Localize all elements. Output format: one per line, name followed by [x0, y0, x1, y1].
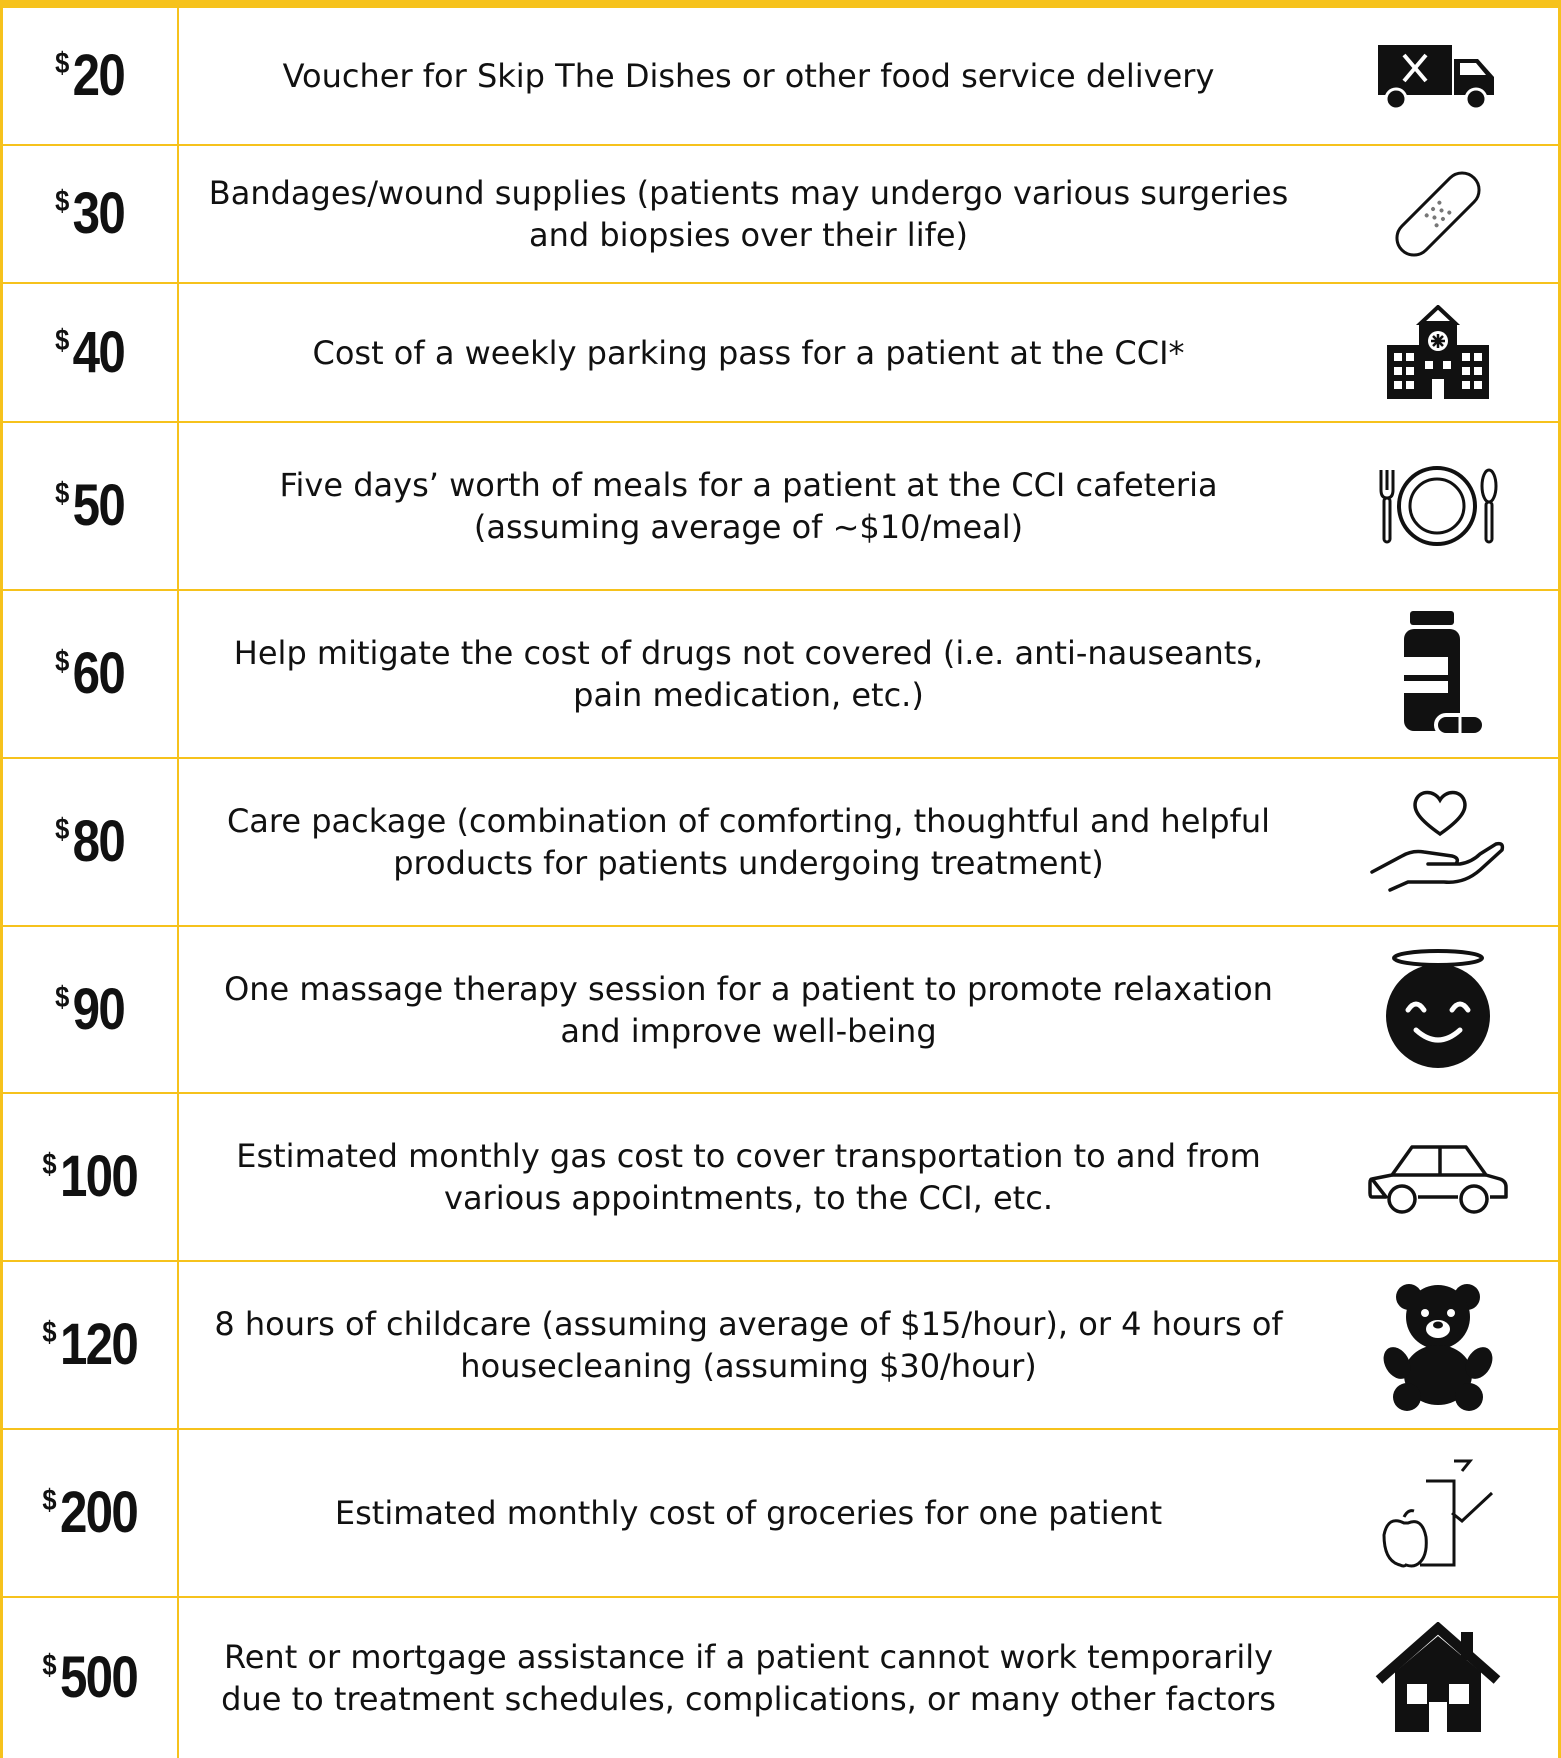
- amount-label: $ 40: [55, 319, 125, 385]
- table-row: [3, 1598, 1558, 1758]
- description-cell: [179, 591, 1318, 757]
- top-accent-bar: [0, 0, 1561, 8]
- amount-label: $ 200: [42, 1480, 138, 1545]
- description-cell: [179, 1430, 1318, 1596]
- amount-label: $ 20: [55, 43, 125, 108]
- amount-cell: [3, 927, 179, 1092]
- amount-cell: [3, 1598, 179, 1758]
- amount-label: $ 90: [55, 976, 125, 1042]
- car-icon: [1366, 1139, 1510, 1215]
- amount-cell: [3, 284, 179, 421]
- table-row: [3, 146, 1558, 284]
- table-row: [3, 927, 1558, 1094]
- description-cell: [179, 927, 1318, 1092]
- amount-cell: [3, 146, 179, 282]
- donation-table: [0, 8, 1561, 1758]
- amount-cell: [3, 1094, 179, 1260]
- item-description: Cost of a weekly parking pass for a patient at the CCI*: [312, 333, 1185, 372]
- amount-label: $ 500: [42, 1645, 138, 1710]
- hospital-icon: [1383, 305, 1493, 401]
- description-cell: [179, 8, 1318, 144]
- table-row: [3, 284, 1558, 423]
- item-description: 8 hours of childcare (assuming average of $15/hour), or 4 hours of housecleaning (assuming $30/hour): [214, 1305, 1283, 1385]
- table-row: [3, 759, 1558, 927]
- amount-cell: [3, 1430, 179, 1596]
- description-cell: [179, 759, 1318, 925]
- amount-cell: [3, 1262, 179, 1428]
- item-description: Estimated monthly gas cost to cover transportation to and from various appointments, to the CCI, etc.: [236, 1137, 1261, 1217]
- item-description: Rent or mortgage assistance if a patient cannot work temporarily due to treatment schedules, complications, or many other factors: [221, 1638, 1276, 1718]
- house-icon: [1373, 1622, 1503, 1734]
- amount-cell: [3, 8, 179, 144]
- amount-cell: [3, 759, 179, 925]
- heart-hand-icon: [1368, 786, 1508, 898]
- table-row: [3, 8, 1558, 146]
- amount-label: $ 60: [55, 641, 125, 706]
- description-cell: [179, 423, 1318, 589]
- groceries-icon: [1378, 1455, 1498, 1571]
- item-description: Estimated monthly cost of groceries for one patient: [334, 1494, 1163, 1532]
- table-row: [3, 1430, 1558, 1598]
- description-cell: [179, 1094, 1318, 1260]
- amount-label: $ 80: [55, 809, 125, 874]
- amount-cell: [3, 423, 179, 589]
- plate-cutlery-icon: [1373, 464, 1503, 548]
- description-cell: [179, 1262, 1318, 1428]
- item-description: One massage therapy session for a patient to promote relaxation and improve well-being: [224, 969, 1273, 1050]
- description-cell: [179, 284, 1318, 421]
- amount-label: $ 120: [42, 1312, 138, 1377]
- description-cell: [179, 1598, 1318, 1758]
- teddy-bear-icon: [1383, 1279, 1493, 1411]
- item-description: Five days’ worth of meals for a patient at the CCI cafeteria (assuming average of ~$10/meal): [279, 466, 1218, 546]
- halo-smiley-icon: [1378, 948, 1498, 1072]
- bandage-icon: [1383, 159, 1493, 269]
- item-description: Help mitigate the cost of drugs not covered (i.e. anti-nauseants, pain medication, etc.): [233, 634, 1264, 714]
- table-row: [3, 1262, 1558, 1430]
- amount-label: $ 100: [42, 1144, 138, 1209]
- medicine-bottle-icon: [1388, 609, 1488, 739]
- amount-label: $ 30: [55, 181, 125, 246]
- item-description: Voucher for Skip The Dishes or other food service delivery: [282, 57, 1215, 95]
- table-row: [3, 423, 1558, 591]
- amount-cell: [3, 591, 179, 757]
- food-delivery-truck-icon: [1376, 41, 1500, 111]
- table-row: [3, 1094, 1558, 1262]
- item-description: Bandages/wound supplies (patients may undergo various surgeries and biopsies over their life): [208, 174, 1289, 254]
- table-row: [3, 591, 1558, 759]
- amount-label: $ 50: [55, 473, 125, 538]
- item-description: Care package (combination of comforting, thoughtful and helpful products for patients undergoing treatment): [226, 802, 1271, 882]
- description-cell: [179, 146, 1318, 282]
